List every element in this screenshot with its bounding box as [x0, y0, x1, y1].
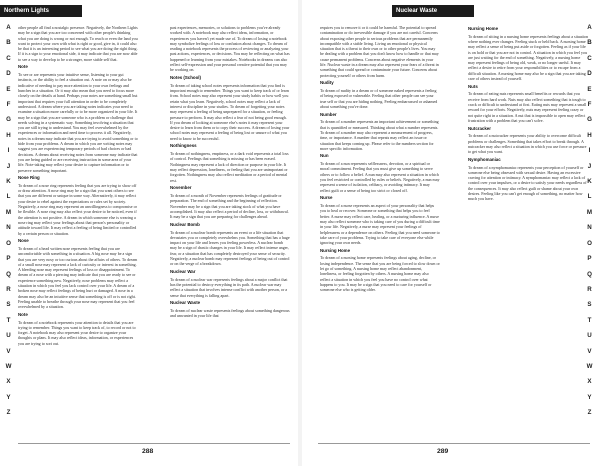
entry-heading: Number — [320, 111, 337, 117]
thumb-index-letter: F — [6, 101, 11, 109]
thumb-index-letter: C — [6, 54, 11, 62]
entry-paragraph: To dream of nothingness, emptiness, or a dark void represents a total loss of control. Feelings that something is missing or has been erased. Nothingness may represent a lack of direction or purpose in your life. It may reflect depression, loneliness, or feeling that you are unimportant or forgotten. Nothingness may also reflect meditation or a period of mental rest. — [170, 151, 289, 183]
thumb-index-letter: Z — [587, 409, 592, 417]
thumb-index-letter: X — [6, 378, 11, 386]
entry-paragraph: To dream of sitting in a nursing home represents feelings about a situation where nothing ever changes. Feeling stuck or held back. A nursing home may reflect a sense of being put aside or forgotten. Feeling as if your life is on hold or that you are not in control. A situation in which you feel you are just waiting for the end of something. Negatively, a nursing home may represent feelings of being old, weak, or no longer useful. It may reflect a desire to retire from your responsibilities or to escape from a difficult situation. A nursing home may also be a sign that you are taking care of others instead of yourself. — [468, 33, 588, 82]
thumb-index-letter: R — [587, 285, 592, 293]
thumb-index-letter: T — [587, 316, 592, 324]
thumb-index-letter: W — [5, 362, 12, 370]
thumb-index-letter: O — [6, 239, 11, 247]
thumb-index-letter: K — [6, 178, 11, 186]
entry-paragraph: To dream of a nun represents selflessness, devotion, or a spiritual or moral commitment. Feeling that you must give up something to serve others or to follow a belief. A nun may also represent a situation in which you feel restricted or controlled by rules or beliefs. Negatively, a nun may represent a sense of isolation, celibacy, or avoiding intimacy. It may reflect guilt or a sense of being too strict or closed off. — [320, 161, 440, 193]
entry-paragraph: To dream of a nuclear war represents feelings about a major conflict that has the potential to destroy everything in its path. A nuclear war may reflect a situation that involves intense conflict with another person, or a sense that everything is falling apart. — [170, 276, 288, 298]
thumb-index-letter: F — [587, 101, 592, 109]
thumb-index-letter: D — [6, 70, 11, 78]
thumb-index-letter: I — [7, 147, 10, 155]
thumb-index-letter: M — [5, 208, 12, 216]
thumb-index-letter: I — [588, 147, 591, 155]
thumb-index-letter: S — [587, 301, 592, 309]
entry-heading: Nuclear War — [170, 268, 196, 274]
thumb-index-letter: U — [6, 332, 11, 340]
entry-heading: Nursing Home — [468, 26, 499, 31]
text-column — [320, 25, 440, 445]
thumb-index-letter: B — [587, 39, 592, 47]
entry-heading: Nothingness — [170, 143, 197, 149]
page-number: 289 — [437, 448, 449, 455]
entry-heading: Note — [18, 64, 28, 70]
entry-heading: Nursing Home — [320, 247, 351, 253]
thumb-index-letter: Y — [6, 393, 11, 401]
entry-heading: Nudity — [320, 80, 334, 86]
entry-paragraph: To dream of a nymphomaniac represents your perception of yourself or someone else being obsessed with sexual desire. Having an excessive craving for attention or intimacy. A nymphomaniac may reflect a lack of control over your impulses, or a desire to satisfy your needs regardless of the consequences. It may also reflect guilt or shame about your own desires. Feeling like you can't get enough of something, no matter how much you have. — [468, 164, 587, 202]
thumb-index-letter: H — [587, 131, 592, 139]
entry-heading: Nuclear Waste — [170, 300, 201, 306]
thumb-index-letter: B — [6, 39, 11, 47]
entry-heading: November — [170, 185, 192, 191]
entry-heading: Nose Ring — [18, 175, 40, 181]
thumb-index-letter: Z — [6, 409, 11, 417]
thumb-index-letter: Q — [6, 270, 11, 278]
entry-paragraph: To dream of a head written nose represents feeling that you are uncomfortable with something in a situation. A big nose may be a sign that you are very nosy or too curious about the affairs of others. To dream of a small nose may represent a lack of curiosity or interest in something. A bleeding nose may represent feelings of loss or disappointment. To dream of a nose with a piercing may indicate that you are ready to see or experience something new. Negatively, nose problems may reflect a situation in which you feel you lack control over your life. A dream of a broken nose may reflect feelings of being hurt or damaged. A nose in a dream may also be an intuitive sense that something is off or is not right. Feeling unable to breathe through your nose may represent that you feel overwhelmed by a situation. — [18, 245, 138, 310]
thumb-index-letter: Y — [587, 393, 592, 401]
entry-paragraph: To dream of nudity in a dream or of someone naked represents a feeling of being exposed or vulnerable. Feeling that other people can see your true self or that you are hiding nothing. Feeling embarrassed or ashamed about something you've done. — [320, 88, 438, 109]
running-header: Northern Lights — [0, 5, 82, 17]
entry-heading: Nuts — [468, 83, 478, 89]
running-header: Nuclear Waste — [392, 5, 474, 17]
entry-paragraph: To dream of a nurse represents an aspect of your personality that helps you to heal or recover. Someone or something that helps you to feel better. A nurse may reflect care, healing, or a nurturing influence. A nurse may also reflect someone who is taking care of you during a difficult time in your life. Negatively, a nurse may represent your feelings of helplessness or a dependence on others. Feeling that you need someone to take care of your problems. Trying to take care of everyone else while ignoring your own needs. — [320, 203, 440, 246]
thumb-index-letter: E — [6, 85, 11, 93]
thumb-index-letter: C — [587, 54, 592, 62]
entry-paragraph: To dream of a nuclear bomb represents an event or a life situation that devastates you or completely overwhelms you. Something that has a huge impact on your life and leaves you feeling powerless. A nuclear bomb may be a sign of drastic changes in your life. It may reflect intense anger, fear, or a situation that has completely destroyed your sense of security. Negatively, a nuclear bomb may represent feelings of being out of control or on the verge of a breakdown. — [170, 229, 290, 267]
page-number: 288 — [142, 448, 154, 455]
thumb-index-letter: E — [587, 85, 592, 93]
entry-paragraph: To see or are represents your intuitive sense, listening to your gut instincts, or the ability to feel a situation out. A note on or may also be indicative of needing to pay more attention to your own feelings and hunches in a situation. Or it may also mean that you need to focus more closely on the details at hand. Perhaps your notes are something small but important that requires your full attention in order to be completely understood. A dream where you are taking notes indicates your need to examine a situation more carefully or to be more organized in your life. It may be a sign that you are someone who is a problem or challenge that needs solving in a systematic way. Something involving a situation that you are still trying to understand. You may feel overwhelmed by the experiences or information and need time to process it all. Negatively, notes in a dream may indicate that you are trying to avoid something or to hide from your problems. A dream in which you are writing notes may suggest you are experiencing temporary periods of bad choices or bad decisions. A dream about receiving notes from someone may indicate that you are being guided or are receiving instruction in some area of your life. Note-taking may reflect your desire to capture information or to preserve something important. — [18, 72, 138, 173]
thumb-index-letter: K — [587, 178, 592, 186]
thumb-index-letter: A — [587, 24, 592, 31]
entry-heading: Nose — [18, 238, 29, 244]
thumb-index-letter: J — [587, 162, 592, 170]
entry-heading: Note — [18, 311, 28, 317]
entry-paragraph: To dream of a nutcracker represents your ability to overcome difficult problems or challenges. Something that takes effort to break through. A nutcracker may also reflect a situation in which you use force or pressure to get what you want. — [468, 133, 587, 155]
thumb-index-letter: N — [6, 224, 11, 232]
thumb-index-letter: T — [6, 316, 11, 324]
thumb-index-letter: G — [587, 116, 592, 124]
thumb-index-letter: D — [587, 70, 592, 78]
entry-heading: Nun — [320, 153, 329, 159]
footer-rule — [318, 443, 590, 444]
thumb-index-letter: X — [587, 378, 592, 386]
entry-paragraph: To dream of eating nuts represents small benefits or rewards that you receive from hard work. Nuts may also reflect something that is tough to crack or difficult to understand at first. Eating nuts may represent a small reward for your efforts. Negatively, nuts may represent feeling crazy or not quite right in a situation. A nut that is impossible to open may reflect frustration with a problem that you can't solve. — [468, 91, 587, 123]
entry-paragraph: To dream of nuclear waste represents feelings about something dangerous and unwanted in your life that — [170, 307, 290, 319]
thumb-index-letter: P — [587, 255, 592, 263]
entry-paragraph: To dream of a nursing home represents feelings about aging, decline, or losing independence. The sense that you are being forced to slow down or let go of something. A nursing home may reflect abandonment, loneliness, or feeling forgotten by others. A nursing home may also reflect a situation in which you feel you have no control over what happens to you. It may be a sign that you need to care for yourself or someone else who is getting older. — [320, 255, 440, 293]
thumb-index-letter: U — [587, 332, 592, 340]
entry-paragraph: other people all find a nostalgic presence. Negatively, the Northern Lights may be a sign that you are too concerned with other people's thinking what you are doing is wrong or not enough. To reach or even the land you want to protect your own with what is right or good, give in, it could also be that it is an interesting period to see what you are doing the right thing. If it is a sign to your emotional side, it may indicate that you are now able to see a way to develop to be a stronger, more stable self that. — [18, 25, 138, 62]
thumb-index-letter: N — [587, 224, 592, 232]
entry-paragraph: To dream of a notebook represents your attention to details that you are trying to remember. Things you want to keep track of, to record or not to forget. A notebook may also represent your desire to organize your thoughts or plans. It may also reflect ideas, information, or experiences you are trying to sort out. — [18, 319, 136, 346]
thumb-index-letter: S — [6, 301, 11, 309]
entry-heading: Nymphomaniac — [468, 156, 501, 162]
entry-heading: Nurse — [320, 195, 333, 201]
entry-paragraph: To dream of a nose ring represents feeling that you are trying to show off or draw attention. A nose ring may be a sign that you want others to see that you are different or unique in some way. Alternatively, it may reflect your desire to rebel against the expectations or rules set by society. Negatively, a nose ring may represent an unwillingness to compromise or be flexible. A nose ring may also reflect your desire to be noticed, even if the attention is not positive. A dream in which someone else is wearing a nose ring may reflect your feelings about that person's personality or attitude toward life. It may reflect a feeling of being limited or controlled by a certain person or situation. — [18, 182, 137, 236]
thumb-index-letter: W — [586, 362, 593, 370]
thumb-index-letter: A — [6, 24, 11, 31]
thumb-index-letter: J — [6, 162, 11, 170]
thumb-index-letter: L — [6, 193, 11, 201]
thumb-index-letter: Q — [587, 270, 592, 278]
entry-paragraph: To dream of a number represents an important achievement or something that is quantified or measured. Thinking about what a number represents. To dream of a number may also represent a measurement of progress, time, or importance. A number that repeats may reflect an issue or situation that keeps coming up. Please refer to the numbers section for more specific information. — [320, 119, 439, 151]
thumb-index-letter: G — [6, 116, 11, 124]
entry-paragraph: To dream of a month of November represents feelings of gratitude or preparation. The end of something and the beginning of reflection. November may be a sign that you are taking stock of what you have accomplished. It may also reflect a period of decline, loss, or withdrawal. It may be a sign that you are preparing for challenges ahead. — [170, 192, 289, 220]
entry-paragraph: To dream of taking school notes represents information that you find is important enough to remember. Things you want to keep track of or learn from. School notes may also represent your study habits or how well you retain what you learn. Negatively, school notes may reflect a lack of interest or discipline in your studies. To dream of forgetting your notes may represent a feeling of being unprepared for a situation, or feeling pressure to perform. It may also reflect a fear of not being good enough. If you dream of looking at someone else's notes it may represent your desire to learn from them or to copy their success. A dream of losing your school notes may represent a feeling of being lost or unsure of what you need to know to be successful. — [170, 82, 290, 141]
thumb-index-letter: V — [587, 347, 592, 355]
entry-paragraph: requires you to remove it or it could be harmful. The potential to spread contamination or do irreversible damage if you are not careful. Concerns about exposing other people to serious problems that are permanently incompatible with a stable living. Living an emotional or physical situation that is a threat to their own or to other people's lives. You may be dealing with a problem that you don't know how to handle or that may cause permanent problems. Concerns about negative elements in your life. Nuclear waste in a dream may also represent your fears of a threat in something that could spread or contaminate your future. Concerns about protecting yourself or others from harm. — [320, 25, 439, 78]
thumb-index-letter: P — [6, 255, 11, 263]
thumb-index-letter: H — [6, 131, 11, 139]
text-column — [468, 25, 588, 445]
thumb-index-letter: O — [587, 239, 592, 247]
entry-heading: Notes (School) — [170, 75, 201, 81]
thumb-index-letter: R — [6, 285, 11, 293]
thumb-index-letter: V — [6, 347, 11, 355]
thumb-index-letter: L — [587, 193, 592, 201]
thumb-index-letter: M — [586, 208, 593, 216]
entry-paragraph: past experiences, memories, or solutions to problems you've already worked with. A notebook may also reflect ideas, information, or experiences you haven't yet made use of. To dream of losing a notebook may symbolize feelings of loss or confusion about changes. To dream of reading a notebook represents the process of reviewing or analyzing your past actions, experiences, or decisions. You may be reflecting on what has happened or learning from your mistakes. Notebooks in dreams can also reflect self-expression and your personal creative potential that you may be working on. — [170, 25, 290, 73]
entry-heading: Nuclear Bomb — [170, 221, 200, 227]
entry-heading: Nutcracker — [468, 125, 491, 131]
